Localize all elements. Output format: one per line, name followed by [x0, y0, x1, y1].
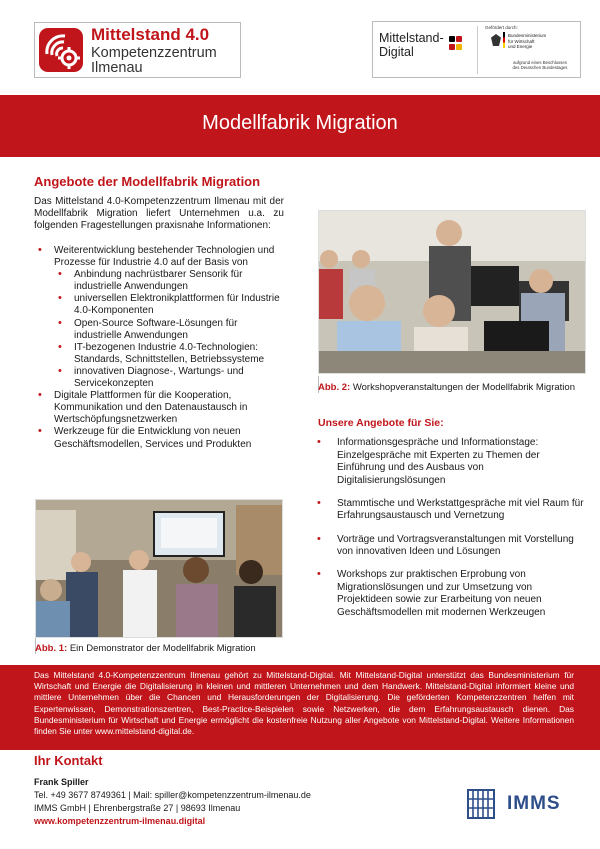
caption-abb-2: Abb. 2: Workshopveranstaltungen der Modellfabrik Migration: [318, 382, 575, 393]
ministry-name: Bundesministerium für Wirtschaft und Energie: [508, 33, 547, 49]
wifi-gear-icon: [39, 28, 83, 72]
workshop-photo: [318, 210, 586, 374]
color-dots-icon: [449, 36, 463, 60]
list-item: • Digitale Plattformen für die Kooperation, Kommunikation und den Datenaustausch in Wertschöpfungsnetzwerken: [38, 389, 248, 426]
title-banner: [0, 95, 600, 157]
caption-abb-1: Abb. 1: Ein Demonstrator der Modellfabrik Migration: [35, 643, 256, 654]
federal-eagle-icon: [491, 34, 501, 46]
offers-list: [38, 244, 284, 451]
contact-heading: Ihr Kontakt: [34, 753, 103, 768]
demonstrator-photo: [35, 499, 283, 638]
info-band: [0, 665, 600, 750]
list-item: • Informationsgespräche und Informationstage: Einzelgespräche mit Experten zu Themen der Einführung und des Ausbaus von Digitalisierungslösungen: [317, 436, 540, 486]
list-item: • Workshops zur praktischen Erprobung von Migrationslösungen und zur Umsetzung von Projektideen sowie zur Erarbeitung von neuen Geschäftsmodellen mit modernen Werkzeugen: [317, 568, 546, 619]
german-flag-icon: [503, 32, 505, 48]
our-offers-list: [317, 436, 587, 630]
our-offers-heading: Unsere Angebote für Sie:: [318, 417, 444, 429]
imms-wordmark: IMMS: [507, 793, 561, 814]
bundestag-note: aufgrund eines Beschlusses des Deutschen Bundestages: [512, 60, 568, 70]
page-title: Modellfabrik Migration: [202, 112, 398, 134]
contact-website-link[interactable]: www.kompetenzzentrum-ilmenau.digital: [34, 816, 206, 826]
list-item: • innovativen Diagnose-, Wartungs- und Servicekonzepten: [58, 364, 244, 390]
mittelstand-ilmenau-logo: [34, 22, 241, 78]
list-item: • universellen Elektronikplattformen für Industrie 4.0-Komponenten: [58, 292, 280, 317]
contact-name: Frank Spiller: [34, 777, 89, 787]
logo-line-2: Kompetenzzentrum Ilmenau: [91, 45, 217, 76]
list-item: • Anbindung nachrüstbarer Sensorik für industrielle Anwendungen: [58, 268, 243, 293]
list-item: • Open-Source Software-Lösungen für industrielle Anwendungen: [58, 316, 238, 341]
offers-intro: Das Mittelstand 4.0-Kompetenzzentrum Ilmenau mit der Modellfabrik Migration liefert Unternehmen u.a. zu folgenden Fragestellungen praxisnahe Informationen:: [34, 196, 284, 232]
mittelstand-digital-logo: [372, 21, 581, 78]
mittelstand-digital-info: Das Mittelstand 4.0-Kompetenzzentrum Ilmenau gehört zu Mittelstand-Digital. Mit Mittelstand-Digital unterstützt das Bundesministerium für Wirtschaft und Energie die Digitalisierung in kleinen und mittleren Unternehmen und dem Handwerk. Mittelstand-Digital informiert kleine und mittlere Unternehmen über die Chancen und Herausforderungen der Digitalisierung. Die geförderten Kompetenzzentren helfen mit Expertenwissen, Demonstrationszentren, Best-Practice-Beispielen sowie Netzwerken, die dem Erfahrungsaustausch dienen. Das Bundesministerium für Wirtschaft und Energie ermöglicht die kostenfreie Nutzung aller Angebote von Mittelstand-Digital. Weitere Informationen finden Sie unter www.mittelstand-digital.de.: [34, 670, 574, 737]
offers-heading: Angebote der Modellfabrik Migration: [34, 174, 261, 189]
logo-line-1: Mittelstand 4.0: [91, 25, 210, 44]
mittelstand-digital-wordmark: Mittelstand- Digital: [379, 31, 444, 59]
funding-label: Gefördert durch:: [485, 25, 518, 30]
list-item: • IT-bezogenen Industrie 4.0-Technologien: Standards, Schnittstellen, Betriebssysteme: [58, 340, 265, 365]
list-item: • Weiterentwicklung bestehender Technologien und Prozesse für Industrie 4.0 auf der Basis von • Anbindung nachrüstbarer Sensorik für industrielle Anwendungen • universellen Elektronikplattformen für Industrie 4.0-Komponenten • Open-Source Software-Lösungen für industrielle Anwendungen • IT-bezogenen Industrie 4.0-Technologien: Standards, Schnittstellen, Betriebssysteme • innovativen Diagnose-, Wartungs- und Servicekonzepten: [54, 245, 284, 390]
contact-address: IMMS GmbH | Ehrenbergstraße 27 | 98693 Ilmenau: [34, 803, 241, 813]
list-item: • Werkzeuge für die Entwicklung von neuen Geschäftsmodellen, Services und Produkten: [38, 425, 252, 450]
list-item: • Vorträge und Vortragsveranstaltungen mit Vorstellung von innovativen Ideen und Lösungen: [317, 532, 574, 558]
imms-grid-icon: [467, 789, 495, 819]
contact-phone-mail: Tel. +49 3677 8749361 | Mail: spiller@kompetenzzentrum-ilmenau.de: [34, 790, 311, 800]
sub-list: [58, 268, 284, 390]
imms-logo: [467, 789, 577, 823]
list-item: • Stammtische und Werkstattgespräche mit viel Raum für Erfahrungsaustausch und Vernetzung: [317, 496, 584, 522]
